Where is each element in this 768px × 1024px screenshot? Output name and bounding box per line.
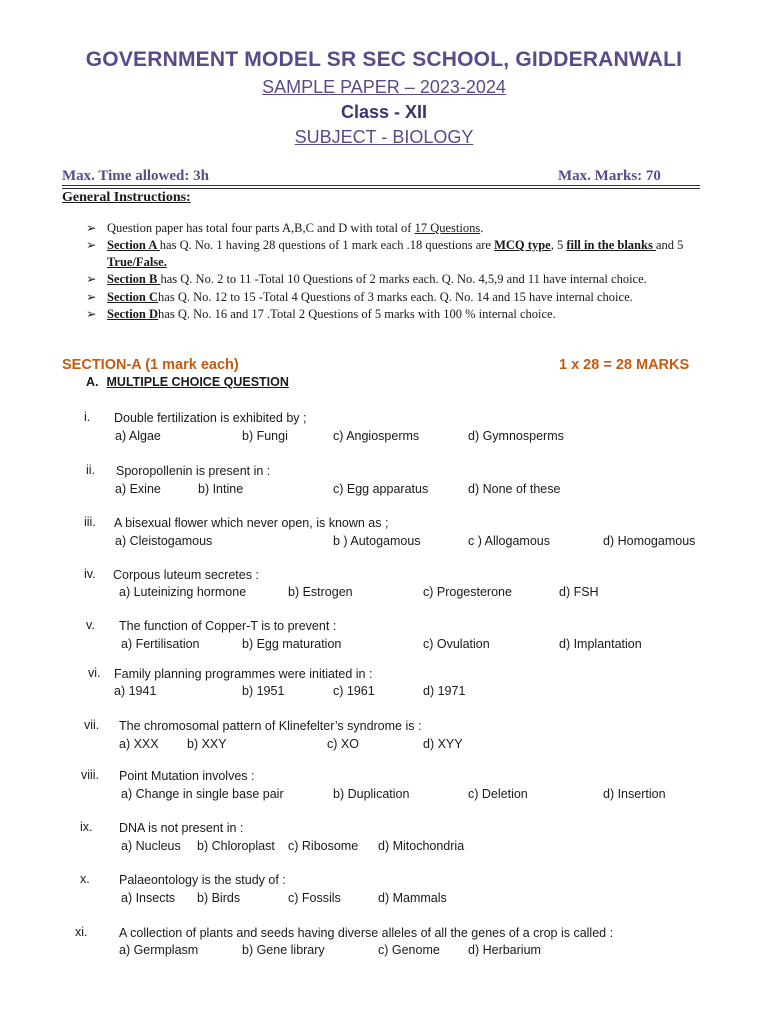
question-number: vi. (88, 666, 101, 680)
option: d) Herbarium (468, 943, 541, 957)
option: b) Estrogen (288, 585, 353, 599)
option: b ) Autogamous (333, 534, 421, 548)
instructions-heading: General Instructions: (62, 190, 191, 205)
option: d) Insertion (603, 787, 666, 801)
question-number: viii. (81, 768, 100, 782)
question-number: ix. (80, 820, 93, 834)
class-label: Class - XII (340, 102, 428, 122)
mcq-heading: A. MULTIPLE CHOICE QUESTION (86, 375, 289, 389)
option: c) 1961 (333, 684, 375, 698)
instruction-item: ➢ Section Chas Q. No. 12 to 15 -Total 4 Questions of 3 marks each. Q. No. 14 and 15 have internal choice. (86, 290, 633, 304)
divider-rule (62, 188, 700, 189)
option: d) Mitochondria (378, 839, 465, 853)
option: b) Fungi (242, 429, 288, 443)
question-text: A collection of plants and seeds having diverse alleles of all the genes of a crop is called : (119, 926, 614, 940)
divider-rule (62, 185, 700, 186)
option: c) Egg apparatus (333, 482, 429, 496)
section-a-marks: 1 x 28 = 28 MARKS (559, 357, 690, 373)
question-number: i. (84, 410, 91, 424)
option: a) Nucleus (121, 839, 181, 853)
option: b) Duplication (333, 787, 410, 801)
option: a) XXX (119, 737, 159, 751)
question-text: Sporopollenin is present in : (116, 464, 271, 478)
arrow-bullet-icon: ➢ (86, 272, 97, 286)
option: c) Angiosperms (333, 429, 420, 443)
option: d) None of these (468, 482, 561, 496)
option: b) Gene library (242, 943, 325, 957)
option: a) 1941 (114, 684, 157, 698)
question-number: vii. (84, 718, 100, 732)
option: d) Mammals (378, 891, 447, 905)
question-number: xi. (75, 925, 88, 939)
question-number: x. (80, 872, 90, 886)
question-number: iv. (84, 567, 96, 581)
option: b) Birds (197, 891, 241, 905)
option: d) 1971 (423, 684, 466, 698)
arrow-bullet-icon: ➢ (86, 307, 97, 321)
question-text: Double fertilization is exhibited by ; (114, 411, 307, 425)
option: a) Cleistogamous (115, 534, 213, 548)
option: d) XYY (423, 737, 463, 751)
instruction-item: ➢ Section B has Q. No. 2 to 11 -Total 10 Questions of 2 marks each. Q. No. 4,5,9 and 11 have internal choice. (86, 272, 647, 286)
option: a) Exine (115, 482, 161, 496)
question-text: The chromosomal pattern of Klinefelter’s syndrome is : (119, 719, 422, 733)
option: c) Ovulation (423, 637, 490, 651)
max-marks: Max. Marks: 70 (558, 168, 661, 184)
question-number: ii. (86, 463, 96, 477)
question-text: The function of Copper-T is to prevent : (119, 619, 337, 633)
arrow-bullet-icon: ➢ (86, 221, 97, 235)
arrow-bullet-icon: ➢ (86, 290, 97, 304)
option: d) Gymnosperms (468, 429, 564, 443)
option: a) Fertilisation (121, 637, 200, 651)
option: a) Germplasm (119, 943, 199, 957)
instruction-item: ➢ Section Dhas Q. No. 16 and 17 .Total 2 Questions of 5 marks with 100 % internal choice. (86, 307, 556, 321)
question-text: Palaeontology is the study of : (119, 873, 286, 887)
instruction-item: ➢ Question paper has total four parts A,B,C and D with total of 17 Questions. (86, 221, 484, 235)
option: b) 1951 (242, 684, 285, 698)
option: b) Chloroplast (197, 839, 275, 853)
option: b) Egg maturation (242, 637, 342, 651)
subject-label: SUBJECT - BIOLOGY (294, 127, 474, 147)
arrow-bullet-icon: ➢ (86, 238, 97, 252)
option: c) XO (327, 737, 359, 751)
option: c) Genome (378, 943, 440, 957)
option: b) Intine (198, 482, 244, 496)
instruction-item: ➢ Section A has Q. No. 1 having 28 questions of 1 mark each .18 questions are MCQ type, 5 fill in the blanks and 5 True/False. (86, 238, 684, 269)
question-text: A bisexual flower which never open, is known as ; (114, 516, 389, 530)
option: a) Luteinizing hormone (119, 585, 247, 599)
question-text: Family planning programmes were initiated in : (114, 667, 373, 681)
question-number: iii. (84, 515, 96, 529)
option: a) Algae (115, 429, 161, 443)
option: c ) Allogamous (468, 534, 550, 548)
option: d) FSH (559, 585, 599, 599)
section-a-title: SECTION-A (1 mark each) (62, 357, 239, 373)
question-text: Corpous luteum secretes : (113, 568, 259, 582)
option: c) Deletion (468, 787, 528, 801)
question-text: DNA is not present in : (119, 821, 244, 835)
option: d) Homogamous (603, 534, 696, 548)
option: c) Fossils (288, 891, 341, 905)
paper-title: SAMPLE PAPER – 2023-2024 (262, 77, 506, 97)
option: a) Insects (121, 891, 176, 905)
question-text: Point Mutation involves : (119, 769, 255, 783)
option: d) Implantation (559, 637, 642, 651)
school-name: GOVERNMENT MODEL SR SEC SCHOOL, GIDDERANWALI (85, 48, 683, 71)
option: a) Change in single base pair (121, 787, 284, 801)
max-time: Max. Time allowed: 3h (62, 168, 209, 184)
option: c) Ribosome (288, 839, 359, 853)
option: c) Progesterone (423, 585, 512, 599)
question-number: v. (86, 618, 95, 632)
option: b) XXY (187, 737, 227, 751)
